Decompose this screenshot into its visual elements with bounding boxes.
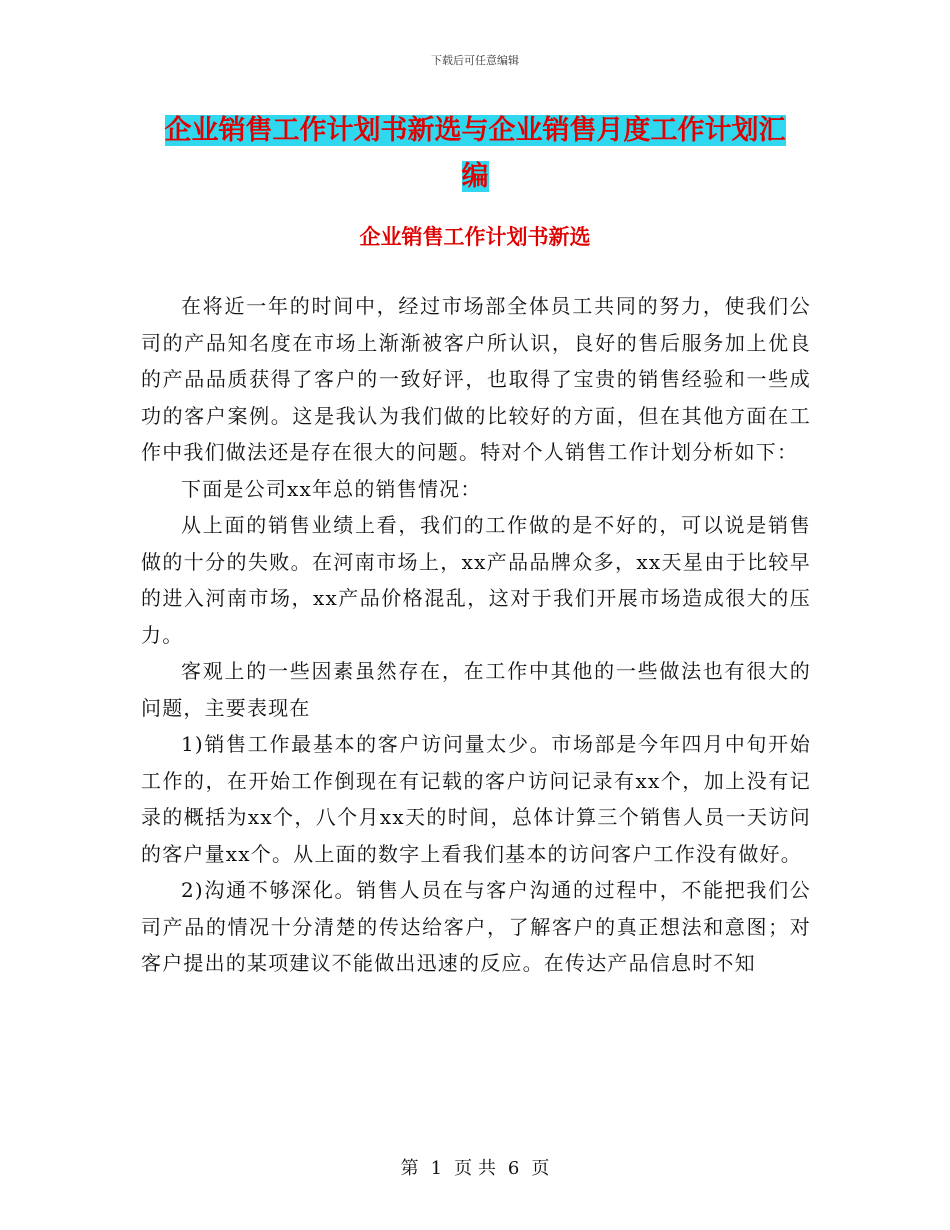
paragraph: 在将近一年的时间中，经过市场部全体员工共同的努力，使我们公司的产品知名度在市场上渐渐被客户所认识，良好的售后服务加上优良的产品品质获得了客户的一致好评，也取得了宝贵的销售经验和一些成功的客户案例。这是我认为我们做的比较好的方面，但在其他方面在工作中我们做法还是存在很大的问题。特对个人销售工作计划分析如下： [141,294,811,464]
footer-prefix: 第 [400,1158,419,1179]
section-title: 企业销售工作计划书新选 [359,224,591,249]
document-title-line-2: 编 [461,161,489,192]
paragraph: 从上面的销售业绩上看，我们的工作做的是不好的，可以说是销售做的十分的失败。在河南市场上，xx产品品牌众多，xx天星由于比较早的进入河南市场，xx产品价格混乱，这对于我们开展市场造成很大的压力。 [141,513,811,647]
paragraph: 客观上的一些因素虽然存在，在工作中其他的一些做法也有很大的问题，主要表现在 [141,659,811,720]
paragraph: 1)销售工作最基本的客户访问量太少。市场部是今年四月中旬开始工作的，在开始工作倒现在有记载的客户访问记录有xx个，加上没有记录的概括为xx个，八个月xx天的时间，总体计算三个销售人员一天访问的客户量xx个。从上面的数字上看我们基本的访问客户工作没有做好。 [141,732,811,866]
footer-middle: 页 共 [454,1158,496,1179]
header-note: 下载后可任意编辑 [431,54,519,67]
document-title [140,108,810,200]
paragraph: 2)沟通不够深化。销售人员在与客户沟通的过程中，不能把我们公司产品的情况十分清楚的传达给客户，了解客户的真正想法和意图；对客户提出的某项建议不能做出迅速的反应。在传达产品信息时不知 [141,878,811,975]
document-title-line-1: 企业销售工作计划书新选与企业销售月度工作计划汇 [164,115,786,146]
page-footer [0,1154,950,1180]
total-pages-number: 6 [507,1158,520,1179]
current-page-number: 1 [430,1158,443,1179]
body-text [141,288,811,982]
footer-suffix: 页 [531,1158,550,1179]
paragraph: 下面是公司xx年总的销售情况： [181,476,482,501]
